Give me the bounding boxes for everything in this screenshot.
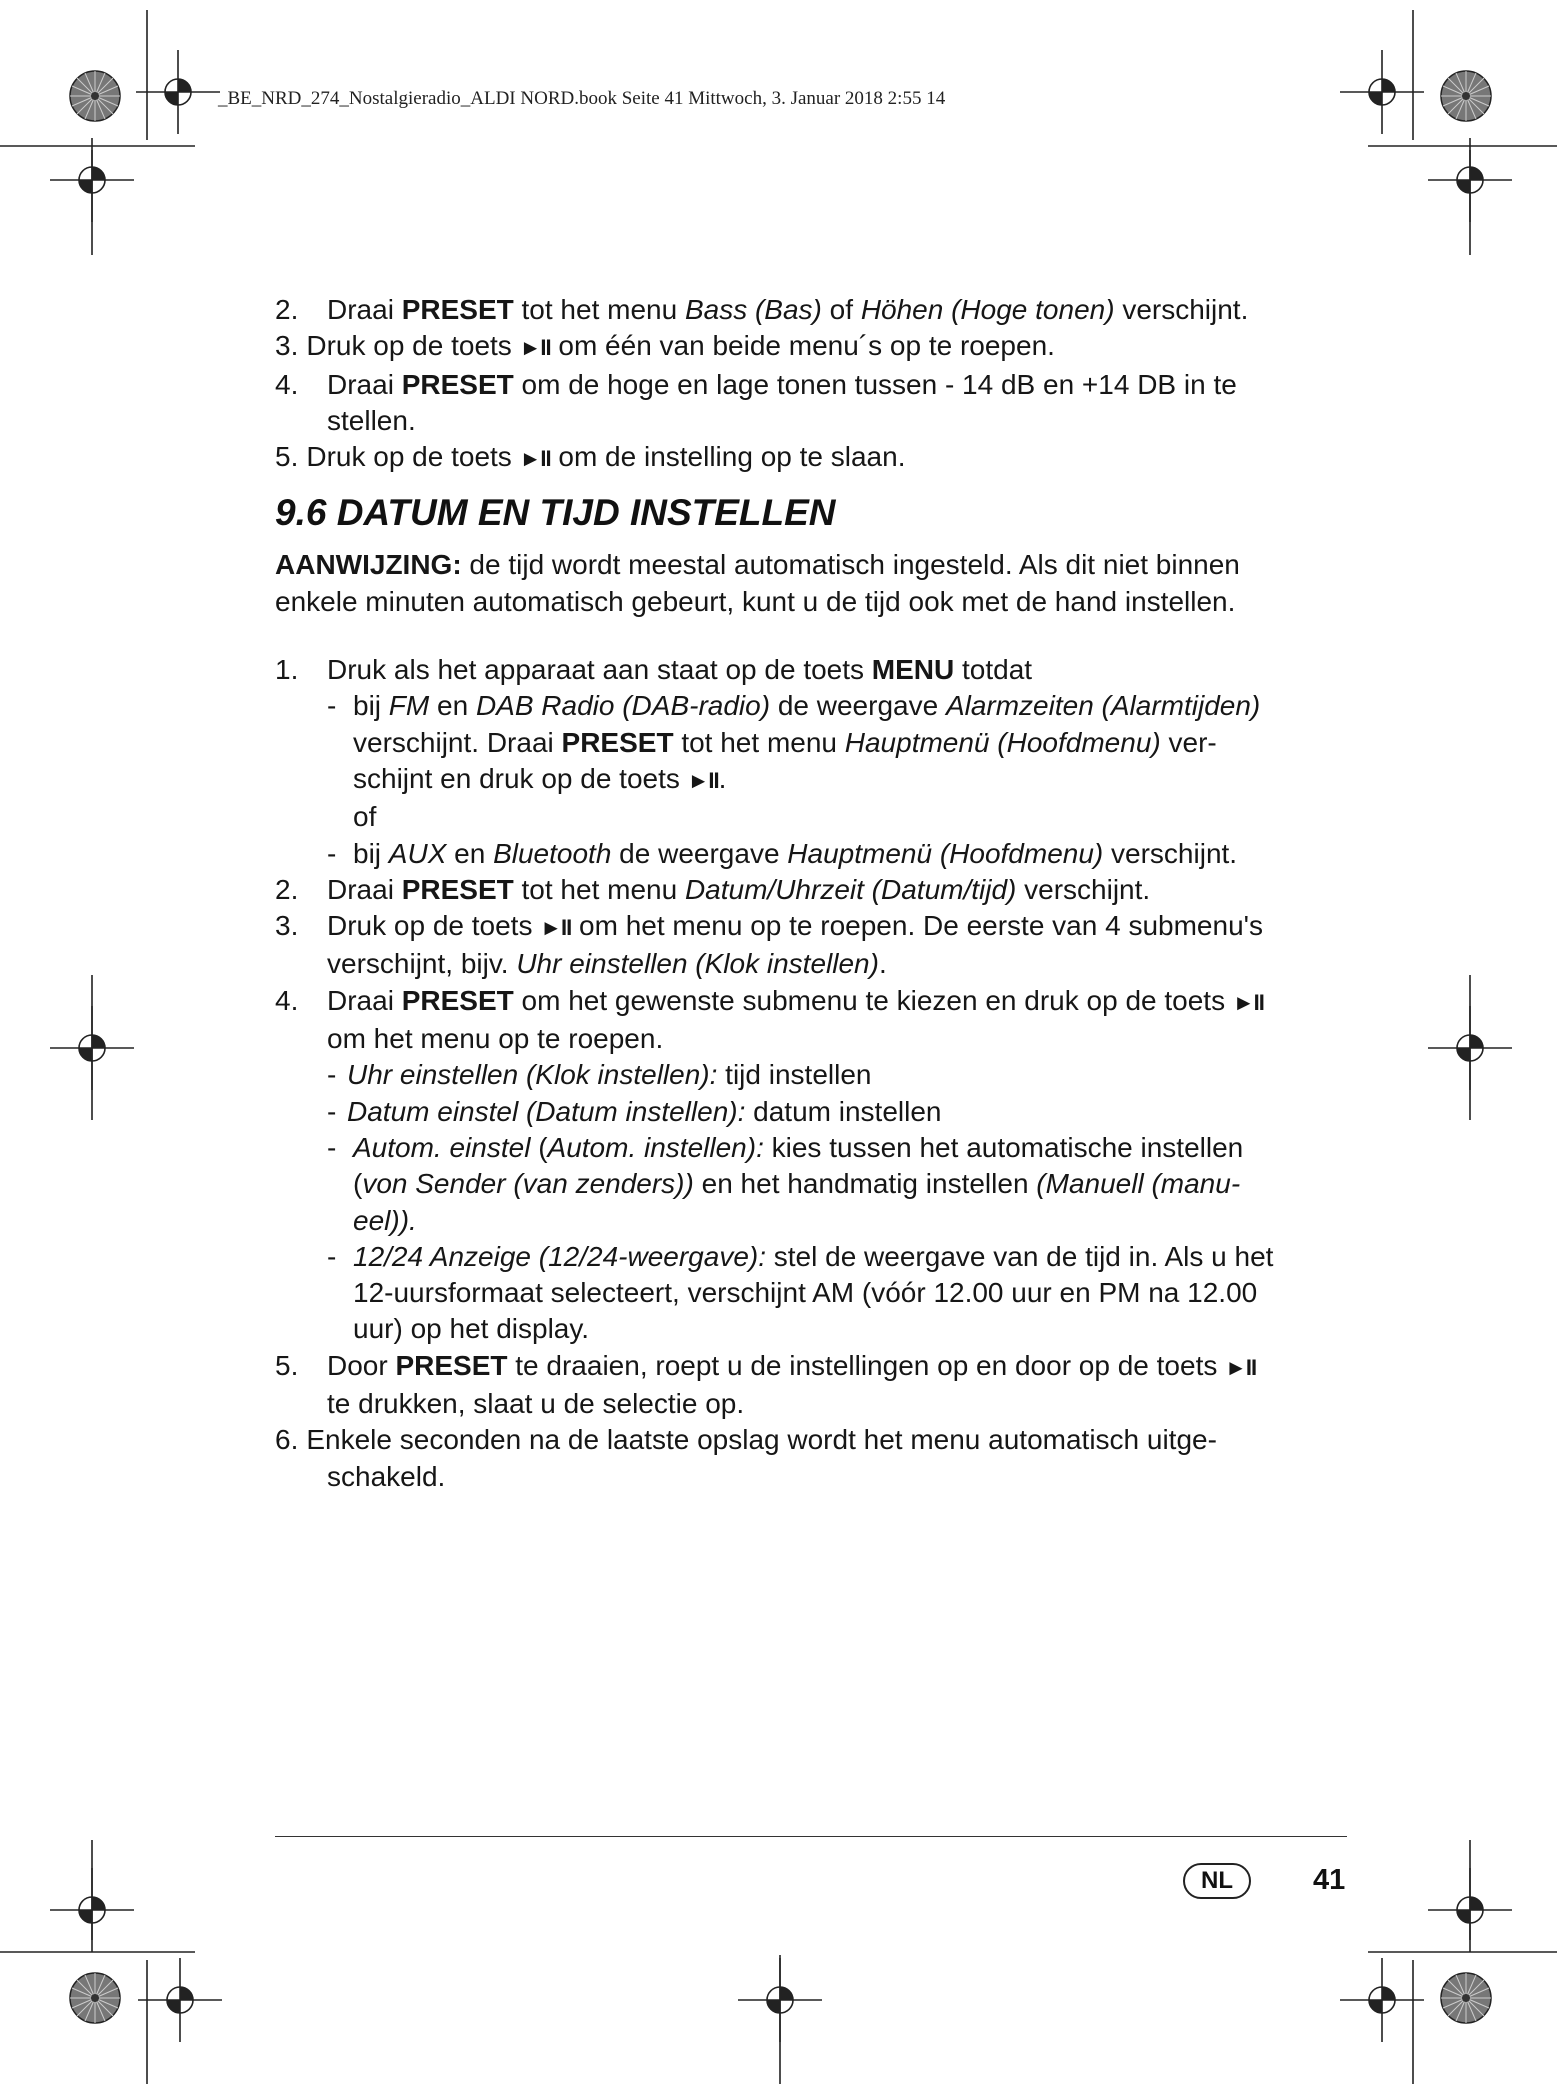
registration-star-bottom-left bbox=[70, 1973, 120, 2023]
registration-star-top-left bbox=[70, 71, 120, 121]
intro-step-5: 5. Druk op de toets ►II om de instelling op te slaan. bbox=[275, 441, 906, 473]
play-pause-icon: ►II bbox=[1225, 1354, 1257, 1380]
step-1-option-aux-bluetooth: - bij AUX en Bluetooth de weergave Hauptmenü (Hoofdmenu) verschijnt. bbox=[327, 837, 1238, 869]
running-head: _BE_NRD_274_Nostalgieradio_ALDI NORD.book Seite 41 Mittwoch, 3. Januar 2018 2:55 14 bbox=[218, 88, 946, 109]
registration-cross-top-left bbox=[136, 50, 220, 134]
registration-star-bottom-right bbox=[1441, 1973, 1491, 2023]
step-2: 2. Draai PRESET tot het menu Datum/Uhrzeit (Datum/tijd) verschijnt. bbox=[275, 873, 1151, 905]
intro-step-4: 4. Draai PRESET om de hoge en lage tonen tussen - 14 dB en +14 DB in te bbox=[275, 368, 1237, 400]
play-pause-icon: ►II bbox=[540, 915, 572, 941]
note-label: AANWIJZING: bbox=[275, 549, 462, 581]
play-pause-icon: ►II bbox=[519, 446, 551, 472]
registration-cross-bottom-right bbox=[1340, 1958, 1424, 2042]
intro-step-4-continuation: stellen. bbox=[327, 404, 416, 436]
submenu-option-clock: - Uhr einstellen (Klok instellen): tijd instellen bbox=[327, 1059, 872, 1091]
submenu-option-auto: - Autom. einstel (Autom. instellen): kies tussen het automatische instellen bbox=[327, 1131, 1244, 1163]
step-1: 1. Druk als het apparaat aan staat op de toets MENU totdat bbox=[275, 654, 1033, 686]
play-pause-icon: ►II bbox=[1232, 989, 1264, 1015]
page-body: 2. Draai PRESET tot het menu Bass (Bas) of Höhen (Hoge tonen) verschijnt. 3. Druk op de toets ►II om één van beide menu´s op te roepen. 4. Draai PRESET om de hoge en lage tonen tussen - 14 dB en +14 DB in te stellen. 5. Druk op de toets ►II om de instelling op te slaan. 9.6 DATUM EN TIJD INSTELLEN AANWIJZING: de tijd wordt meestal automatisch ingesteld. Als dit niet binnen enkele minuten automatisch gebeurt, kunt u de tijd ook met de hand instellen. 1. Druk als het apparaat aan staat op de toets MENU totdat - bij FM en DAB Radio (DAB-radio) de weergave Alarmzeiten (Alarmtijden) verschijnt. Draai PRESET tot het menu Hauptmenü (Hoofdmenu) ver- schijnt en druk op de toets ►II. of - bij AUX en Bluetooth de weergave Hauptmenü (Hoofdmenu) verschijnt. 2. Draai PRESET tot het menu Datum/Uhrzeit (Datum/tijd) verschijnt. 3. Druk op de toets ►II om het menu op te roepen. De eerste van 4 submenu's verschijnt, bijv. Uhr einstellen (Klok instellen). 4. Draai PRESET om het gewenste submenu te kiezen en druk op de toets ►II om het menu op te roepen. - Uhr einstellen (Klok instellen): tijd instellen - Datum einstel (Datum instellen): datum instellen - Autom. einstel (Autom. instellen): kies tussen het automatische instellen (von Sender (van zenders)) en het handmatig instellen (Manuell (manu- eel)). - 12/24 Anzeige (12/24-weergave): stel de weergave van de tijd in. Als u het 12-uursformaat selecteert, verschijnt AM (vóór 12.00 uur en PM na 12.00 uur) op het display. 5. Door PRESET te draaien, roept u de instellingen op en door op de toets ►II te drukken, slaat u de selectie op. 6. Enkele seconden na de laatste opslag wordt het menu automatisch uitge- schakeld. bbox=[275, 292, 1365, 1495]
step-3: 3. Druk op de toets ►II om het menu op te roepen. De eerste van 4 submenu's bbox=[275, 910, 1263, 942]
play-pause-icon: ►II bbox=[519, 335, 551, 361]
step-5: 5. Door PRESET te draaien, roept u de instellingen op en door op de toets ►II bbox=[275, 1349, 1257, 1381]
registration-cross-top-right bbox=[1340, 50, 1424, 134]
registration-cross-bottom-left bbox=[138, 1958, 222, 2042]
play-pause-icon: ►II bbox=[687, 767, 719, 793]
intro-step-3: 3. Druk op de toets ►II om één van beide menu´s op te roepen. bbox=[275, 330, 1055, 362]
note-paragraph: AANWIJZING: de tijd wordt meestal automatisch ingesteld. Als dit niet binnen enkele minuten automatisch gebeurt, kunt u de tijd ook met de hand instellen. bbox=[275, 549, 1240, 617]
step-4: 4. Draai PRESET om het gewenste submenu te kiezen en druk op de toets ►II bbox=[275, 984, 1264, 1016]
section-heading: 9.6 DATUM EN TIJD INSTELLEN bbox=[275, 492, 836, 534]
footer-rule bbox=[275, 1836, 1347, 1837]
step-1-option-fm-dab: - bij FM en DAB Radio (DAB-radio) de weergave Alarmzeiten (Alarmtijden) bbox=[327, 690, 1261, 722]
intro-step-2: 2. Draai PRESET tot het menu Bass (Bas) of Höhen (Hoge tonen) verschijnt. bbox=[275, 294, 1249, 325]
step-6: 6. Enkele seconden na de laatste opslag wordt het menu automatisch uitge- bbox=[275, 1424, 1217, 1456]
page-number: 41 bbox=[1313, 1864, 1346, 1896]
submenu-option-date: - Datum einstel (Datum instellen): datum instellen bbox=[327, 1095, 942, 1127]
step-1-or: of bbox=[353, 801, 377, 833]
language-badge: NL bbox=[1183, 1863, 1251, 1899]
submenu-option-12-24: - 12/24 Anzeige (12/24-weergave): stel de weergave van de tijd in. Als u het bbox=[327, 1240, 1274, 1272]
registration-star-top-right bbox=[1441, 71, 1491, 121]
